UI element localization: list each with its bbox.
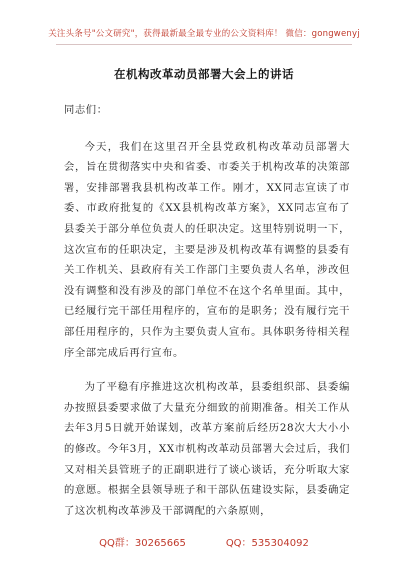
footer-qq-group: QQ群：30265665 — [99, 538, 186, 549]
salutation: 同志们： — [64, 104, 108, 116]
footer-qq: QQ：535304092 — [225, 538, 309, 549]
paragraph: 今天，我们在这里召开全县党政机构改革动员部署大会，旨在贯彻落实中央和省委、市委关于机构改革的决策部署，安排部署我县机构改革工作。刚才，XX同志宣读了市委、市政府批复的《XX县机构改革方案》，XX同志宣布了县委关于部分单位负责人的任职决定。这里特别说明一下，这次宣布的任职决定，主要是涉及机构改革有调整的县委有关工作机关、县政府有关工作部门主要负责人名单，涉改但没有调整和没有涉及的部门单位不在这个名单里面。其中，已经履行完干部任用程序的，宣布的是职务；没有履行完干部任用程序的，只作为主要负责人宣布。具体职务待相关程序全部完成后再行宣布。 — [64, 140, 350, 359]
document-body — [64, 100, 350, 535]
header-divider — [56, 44, 352, 45]
paragraph: 为了平稳有序推进这次机构改革，县委组织部、县委编办按照县委要求做了大量充分细致的前期准备。相关工作从去年3月5日就开始谋划，改革方案前后经历28次大大小小的修改。今年3月，XX市机构改革动员部署大会过后，我们又对相关县管班子的正副职进行了谈心谈话，充分听取大家的意愿。根据全县领导班子和干部队伍建设实际，县委确定了这次机构改革涉及干部调配的六条原则， — [64, 381, 350, 517]
header-notice: 关注头条号"公文研究"，获得最新最全最专业的公文资料库！ 微信：gongwenyj — [48, 29, 360, 39]
page-header — [0, 0, 408, 66]
document-title: 在机构改革动员部署大会上的讲话 — [114, 67, 294, 81]
page-footer — [0, 534, 408, 549]
